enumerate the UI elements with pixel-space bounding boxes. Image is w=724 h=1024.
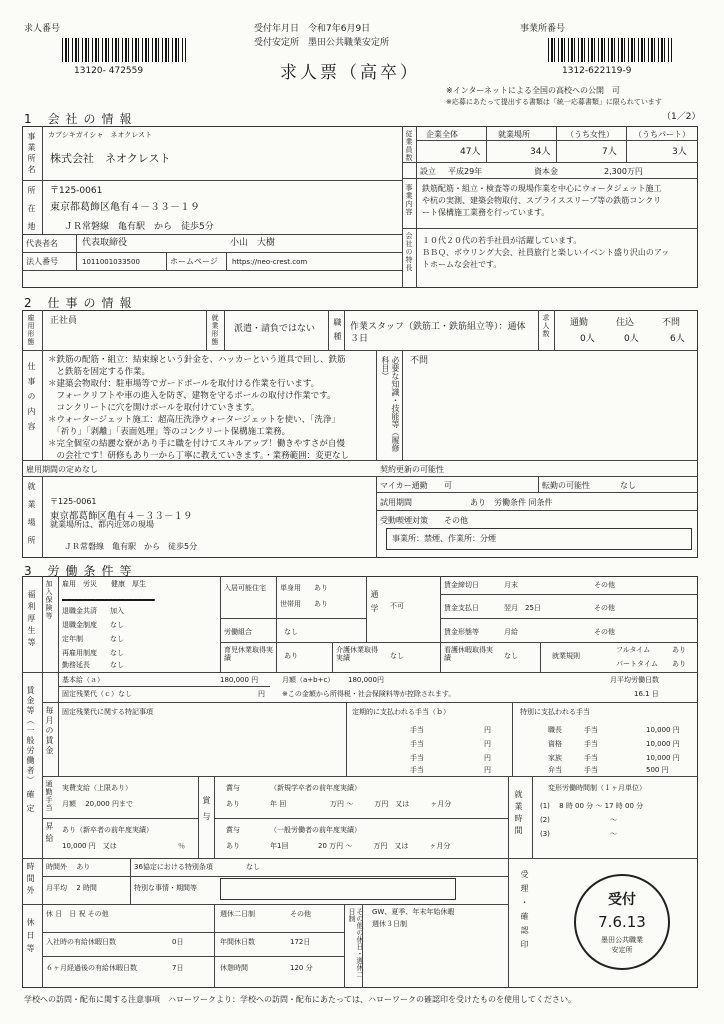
shigoto-line-5: ＊ウォータージェット施工：超高圧洗浄ウォータージェットを使い、「洗浄」	[48, 415, 340, 425]
tokubetsu-label-3: 手当	[584, 766, 598, 774]
kumiai-label: 労働組合	[224, 628, 252, 636]
tsugaku-label: 通学	[370, 590, 379, 618]
shigoto-line-0: ＊鉄筋の配筋・組立：結束線という針金を、ハッカーという道具で回し、鉄筋	[48, 355, 346, 365]
tsukin-label: 通勤手当	[45, 780, 53, 812]
yukyu1: 0日	[172, 938, 184, 946]
tokubetsu-name-1: 資格	[548, 740, 562, 748]
emp-header-3: （うちパート）	[634, 130, 690, 139]
chingin-label: 賃金等（一般労働者）	[26, 686, 35, 786]
keiyaku-label: 契約更新の可能性	[380, 465, 444, 474]
teate-2: 手当	[410, 740, 424, 748]
jikan-3-kara: 〜	[610, 830, 617, 838]
nenkan-label: 年間休日数	[220, 938, 255, 946]
kango: なし	[504, 652, 518, 660]
hojin-no: 1011001033500	[82, 258, 140, 266]
shugyo-keitai-label: 就業形態	[211, 314, 219, 346]
daihyo-label: 代表者名	[26, 239, 58, 248]
emp-value-2: 7人	[602, 147, 617, 157]
section3-title: 3 労働条件等	[24, 564, 138, 578]
shugyo-kisoku-label: 就業規則	[552, 652, 580, 660]
shoyo1-label: 賞与	[226, 784, 240, 792]
nyukyo-label: 入居可能住宅	[224, 584, 266, 592]
tokubetsu-label-0: 手当	[584, 726, 598, 734]
shoyo2-year: 年1回	[270, 842, 289, 850]
homepage-url[interactable]: https://neo-crest.com	[232, 258, 308, 266]
taishoku-seido-label: 退職金制度	[62, 621, 97, 629]
kihonkyu: 180,000 円	[220, 676, 259, 684]
shokyu-amount: 10,000 円 又は	[62, 842, 117, 850]
parttime-label: パートタイム	[616, 660, 658, 668]
kojo-note: ※この金額から所得税・社会保険料等が控除されます。	[282, 690, 456, 698]
teinen: なし	[110, 635, 124, 643]
ikuji-label: 育児休業取得実績	[224, 646, 273, 663]
shoyo2: あり	[226, 842, 240, 850]
footer-note: 学校への訪問・配布に関する注意事項 ハローワークより：学校への訪問・配布にあたっては、ハローワークの確認印を受けたものを使用してください。	[24, 995, 576, 1004]
jigyosho-mei-label: 事業所名	[27, 132, 36, 176]
ikuji: あり	[284, 652, 298, 660]
shoyo1-year: 年 回	[270, 800, 287, 808]
uketsuke-office-label: 受付安定所	[254, 38, 300, 48]
place-address: 東京都葛飾区亀有４－３３－１９	[50, 511, 193, 522]
shihon-label: 資本金	[534, 167, 558, 176]
shoyo1: あり	[226, 800, 240, 808]
teate-1: 手当	[410, 726, 424, 734]
saikoyo-label: 再雇用制度	[62, 649, 97, 657]
tsukin: 実費支給（上限あり）	[62, 784, 132, 792]
tokucho-label: 会社の特長	[405, 232, 413, 272]
tokubetsu-amount-2: 10,000 円	[646, 754, 680, 762]
teinen-label: 定年制	[62, 635, 83, 643]
yukyu2-label: ６ヶ月経過後の有給休暇日数	[46, 964, 137, 972]
shiharaibi-label: 賃金支払日	[444, 604, 479, 612]
kinmu-encho: なし	[110, 661, 124, 669]
stamp-date: 7.6.13	[598, 913, 646, 931]
company-address: 東京都葛飾区亀有４－３３－１９	[50, 202, 200, 213]
emp-value-1: 34人	[530, 147, 551, 157]
company-name: 株式会社 ネオクレスト	[50, 152, 171, 165]
jigyosho-barcode	[548, 38, 672, 62]
sonota-kyujitsu-label: その他の休日・週休二日制	[348, 908, 364, 978]
daihyo-title: 代表取締役	[82, 238, 128, 248]
shimebi-sonota: その他	[594, 581, 615, 589]
keitai: 月給	[504, 628, 518, 636]
koyo-label: 雇用形態	[27, 314, 35, 346]
kaigo-label: 介護休業取得実績	[336, 646, 378, 663]
parttime: あり	[672, 660, 686, 668]
kitsuen-label: 受動喫煙対策	[380, 516, 428, 525]
setsuritsu-label: 設立	[420, 167, 436, 176]
place-zip: 〒125-0061	[50, 497, 97, 506]
keitai-label: 賃金形態等	[444, 628, 479, 636]
shigoto-line-6: 「祈り」「剥離」「表面処理」等のコンクリート保構施工業務。	[48, 427, 291, 437]
shiyo: あり 労働条件 同条件	[470, 498, 553, 507]
uketsuke-date-label: 受付年月日	[254, 24, 300, 34]
tokubetsu-jijo-label: 特別な事情・期間等	[134, 884, 197, 892]
emp-header-0: 企業全体	[426, 130, 458, 139]
jikangai: 時間外 あり	[46, 863, 91, 871]
kyujin-header-2: 不問	[662, 318, 681, 328]
oubo-note: ※応募にあたって提出する書類は「統一応募書類」に限られています	[446, 98, 662, 106]
tokubetsu-jijo-box	[220, 878, 456, 900]
kyujin-su-label: 求人数	[542, 314, 550, 338]
jigyo-naiyo-0: 鉄筋配筋・組立・検査等の現場作業を中心にウォータジェット施工	[422, 184, 662, 193]
yukyu1-label: 入社時の有給休暇日数	[46, 938, 116, 946]
hitsuyo-label: 必要な知識・技能等（履修科目）	[381, 356, 400, 452]
nissu: 16.1 日	[634, 690, 659, 698]
mycar-label: マイカー通勤	[380, 481, 428, 490]
kotei-jiko-label: 固定残業代に関する特記事項	[62, 708, 153, 716]
shokushu-label: 職種	[333, 318, 342, 346]
sonota-kyujitsu-2: 週休３日制	[372, 920, 407, 928]
kyujin-value-2: 6人	[670, 334, 685, 344]
fulltime-label: フルタイム	[616, 646, 651, 654]
tokucho-2: トホームな会社です。	[422, 260, 502, 269]
kyujin-bango-label: 求人番号	[24, 24, 61, 34]
kyujin-barcode	[62, 38, 186, 62]
teate-yen-4: 円	[484, 766, 491, 774]
koyo-kikan: 雇用期間の定めなし	[26, 465, 98, 474]
teate-yen-2: 円	[484, 740, 491, 748]
uketsuke-stamp	[574, 874, 670, 970]
stamp-office: 墨田公共職業	[601, 936, 643, 944]
tokubetsu-name-0: 職長	[548, 726, 562, 734]
shozaichi-label: 所在地	[27, 186, 36, 240]
place-station: ＪＲ常磐線 亀有駅 から 徒歩5分	[64, 542, 198, 551]
teate-yen-1: 円	[484, 726, 491, 734]
nissu-label: 月平均労働日数	[610, 676, 659, 684]
kitsuen: その他	[444, 516, 468, 525]
tokubetsu-name-3: 弁当	[548, 766, 562, 774]
juri-label: 受理・確認印	[520, 870, 529, 954]
kyukei-label: 休憩時間	[220, 964, 248, 972]
company-kana: カブシキガイシャ ネオクレスト	[48, 131, 153, 139]
shukyu: その他	[290, 910, 311, 918]
shokyu: あり（新卒者の前年度実績）	[62, 826, 153, 834]
heikin: 月平均 2 時間	[46, 884, 97, 892]
kyujitsu: 休 日 日 祝 その他	[46, 910, 109, 918]
kinmu-encho-label: 勤務延長	[62, 661, 90, 669]
shugyo-jikan-label: 就業時間	[514, 790, 523, 838]
kango-label: 看護休暇取得実績	[444, 646, 493, 663]
kyujin-header-0: 通勤	[570, 318, 589, 328]
emp-value-0: 47人	[460, 147, 481, 157]
taishokukin-label: 退職金共済	[62, 607, 97, 615]
shigoto-line-4: コンクリートに穴を開けポールを取付けていきます。	[48, 403, 260, 413]
hoken: 雇用 労災 健康 厚生	[62, 580, 146, 588]
taishoku-seido: なし	[110, 621, 124, 629]
taishokukin: 加入	[110, 607, 124, 615]
tsukin-max: 月額 20,000 円まで	[62, 800, 133, 808]
fulltime: あり	[672, 646, 686, 654]
kyotei-label: 36協定における特別条項	[134, 863, 213, 871]
emp-header-1: 就業場所	[498, 130, 530, 139]
shimebi: 月末	[504, 581, 518, 589]
saikoyo: なし	[110, 649, 124, 657]
hojin-label: 法人番号	[26, 257, 58, 266]
company-zip: 〒125-0061	[50, 186, 103, 196]
keitai-sonota: その他	[594, 628, 615, 636]
section2-title: 2 仕事の情報	[24, 296, 138, 310]
shigoto-line-2: ＊建築会物取付：駐車場等でガードポールを取付ける作業を行います。	[48, 379, 320, 389]
maitsuki-label: 毎月の賃金	[45, 706, 54, 756]
jugyoin-label: 従業員数	[405, 130, 413, 162]
tokubetsu-amount-3: 500 円	[646, 766, 669, 774]
kyujin-value-0: 0人	[580, 334, 595, 344]
shihon: 2,300万円	[604, 167, 643, 176]
section1-title: 1 会社の情報	[24, 112, 138, 126]
tanshin: あり	[314, 584, 328, 592]
shigoto-naiyo	[48, 354, 349, 462]
getsugaku: 180,000円	[348, 676, 384, 684]
kotei-label: 固定残業代（ｃ）なし	[62, 690, 132, 698]
shoyo2-range: 20 万円 〜 万円 又は ヶ月分	[318, 842, 451, 850]
tokubetsu-label-1: 手当	[584, 740, 598, 748]
kyujitsu-label: 休日等	[26, 918, 35, 957]
shigoto-label: 仕事の内容	[27, 362, 36, 437]
daihyo-name: 小山 大樹	[230, 238, 276, 248]
jigyosho-bango-label: 事業所番号	[520, 24, 566, 34]
setsuritsu: 平成29年	[448, 167, 483, 176]
kyujin-bango: 13120- 472559	[74, 66, 144, 76]
getsugaku-label: 月額（a+b+c）	[282, 676, 335, 684]
tanshin-label: 単身用	[280, 584, 301, 592]
setai-label: 世帯用	[280, 600, 301, 608]
shiharaibi: 翌月 25日	[504, 604, 541, 612]
henkei-label: 変形労働時間制（１ヶ月単位）	[548, 784, 646, 792]
shugyo-keitai: 派遣・請負ではない	[234, 324, 316, 334]
jikangai-label: 時間外	[26, 862, 35, 898]
shigoto-line-1: と鉄筋を固定する作業。	[48, 367, 151, 377]
tsugaku: 不可	[390, 602, 404, 610]
shigoto-line-7: ＊完全個室の結麗な寮があり手に職を付けてスキルアップ！働きやすさが自慢	[48, 439, 345, 449]
kyujin-header-1: 住込	[616, 318, 635, 328]
kyujin-value-1: 0人	[624, 334, 639, 344]
shokushu-0: 作業スタッフ（鉄筋工・鉄筋組立等）：通体	[350, 322, 526, 332]
shiharaibi-sonota: その他	[594, 604, 615, 612]
tenkin-label: 転勤の可能性	[542, 481, 590, 490]
tokucho-1: ＢＢＱ、ボウリング大会、社員旅行と楽しいイベント盛り沢山のアッ	[422, 248, 670, 257]
uketsuke-date: 令和7年6月9日	[308, 24, 371, 34]
sonota-kyujitsu-1: GW、夏季、年末年始休暇	[372, 908, 455, 916]
kihonkyu-label: 基本給（ａ）	[62, 676, 104, 684]
shoyo1-note: （新規学卒者の前年度実績）	[270, 784, 361, 792]
jikan-1: (1) 8 時 00 分 〜 17 時 00 分	[540, 802, 644, 810]
kotei-unit: 円	[258, 690, 265, 698]
hoken-struck: ━━━━━━━━━━━━━━━━━━━━━━	[62, 596, 155, 604]
jikan-2: (2)	[540, 816, 550, 824]
shoyo-label: 賞与	[202, 796, 211, 828]
koyo-keitai: 正社員	[50, 316, 78, 326]
kyukei: 120 分	[290, 964, 313, 972]
shukyu-label: 週休二日制	[220, 910, 255, 918]
shoyo2-label: 賞与	[226, 826, 240, 834]
tokubetsu-amount-1: 10,000 円	[646, 740, 680, 748]
shokyu-pct: ％	[178, 842, 185, 850]
shiyo-label: 試用期間	[380, 498, 412, 507]
jigyo-naiyo-2: ート保構施工業務を行っています。	[422, 208, 550, 217]
tokubetsu-name-2: 家族	[548, 754, 562, 762]
tokubetsu-label: 特別に支払われる手当	[520, 708, 590, 716]
kumiai: なし	[284, 628, 298, 636]
tokubetsu-amount-0: 10,000 円	[646, 726, 680, 734]
tokubetsu-label-2: 手当	[584, 754, 598, 762]
kyotei: なし	[246, 863, 260, 871]
jikan-2-kara: 〜	[610, 816, 617, 824]
teate-4: 手当	[410, 766, 424, 774]
company-station: ＪＲ常磐線 亀有駅 から 徒歩5分	[64, 222, 214, 232]
kitsuen-detail: 事業所：禁煙、作業所：分煙	[392, 534, 496, 543]
stamp-top: 受付	[608, 892, 636, 908]
shokushu-1: ３日	[350, 334, 369, 344]
emp-value-3: 3人	[672, 147, 687, 157]
jigyo-naiyo-label: 事業内容	[405, 184, 413, 216]
jigyo-naiyo-1: や杭の実測、建築会物取付、スプライススリーブ等の鉄筋コンクリ	[422, 196, 662, 205]
fukuri-label: 福利厚生等	[27, 590, 36, 650]
tenkin: なし	[620, 481, 636, 490]
yukyu2: 7日	[172, 964, 184, 972]
place-note: 就業場所は、都内近郊の現場	[50, 520, 154, 529]
shoyo2-note: （一般労働者の前年度実績）	[270, 826, 361, 834]
shugyo-basho-label: 就業場所	[27, 482, 36, 554]
page-number: （1／2）	[662, 112, 701, 122]
internet-note: ※インターネットによる全国の高校への公開 可	[446, 86, 620, 95]
shigoto-line-8: の会社です！研修もあり一から丁寧に教えていきます。・業務範囲：変更なし	[48, 451, 350, 461]
tokucho-0: １０代２０代の若手社員が活躍しています。	[422, 236, 582, 245]
jikan-3: (3)	[540, 830, 550, 838]
kakutei-label: 確定	[26, 790, 35, 818]
shoyo1-range: 万円 〜 万円 又は ヶ月分	[330, 800, 452, 808]
kanyu-label: 加入保険等	[45, 580, 53, 620]
nenkan: 172日	[290, 938, 311, 946]
homepage-label: ホームページ	[170, 257, 218, 266]
teikiteki-label: 定期的に支払われる手当（ｂ）	[352, 708, 450, 716]
kaigo: なし	[390, 652, 404, 660]
jigyosho-bango: 1312-622119-9	[562, 66, 632, 76]
shimebi-label: 賃金締切日	[444, 581, 479, 589]
shigoto-line-3: フォークリフトや車の進入を防ぎ、建物を守るポールの取付け作業です。	[48, 391, 336, 401]
stamp-office2: 安定所	[611, 946, 633, 954]
page-title: 求人票（高卒）	[280, 63, 420, 83]
uketsuke-office: 墨田公共職業安定所	[308, 38, 390, 48]
setai: あり	[314, 600, 328, 608]
hitsuyo: 不問	[410, 356, 429, 366]
shokyu-label: 昇給	[45, 822, 54, 846]
mycar: 可	[444, 481, 452, 490]
teate-3: 手当	[410, 754, 424, 762]
teate-yen-3: 円	[484, 754, 491, 762]
emp-header-2: （うち女性）	[566, 130, 614, 139]
